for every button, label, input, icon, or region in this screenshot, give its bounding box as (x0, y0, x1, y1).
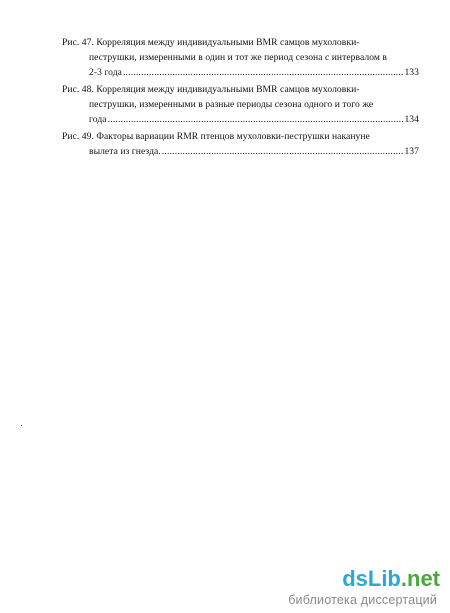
dot-leader (162, 146, 404, 158)
dot-leader (108, 114, 404, 126)
toc-entry-line: Рис. 49. Факторы вариации RMR птенцов мухоловки-пеструшки накануне (62, 131, 370, 142)
toc-entry-line-with-page (89, 67, 419, 79)
page-number: 133 (404, 67, 419, 78)
scan-speck (21, 425, 22, 426)
page-number: 134 (404, 114, 419, 125)
toc-entry-line: Рис. 48. Корреляция между индивидуальными BMR самцов мухоловки- (62, 84, 360, 95)
toc-entry-line: Рис. 47. Корреляция между индивидуальными BMR самцов мухоловки- (62, 37, 360, 48)
toc-entry-text: года (89, 114, 107, 125)
dot-leader (123, 67, 404, 79)
page-number: 137 (404, 146, 419, 157)
toc-entry-line: пеструшки, измеренными в один и тот же период сезона с интервалом в (89, 52, 388, 63)
toc-entry-line-with-page (89, 146, 419, 158)
toc-entry-text: 2-3 года (89, 67, 122, 78)
toc-entry-line-with-page (89, 114, 419, 126)
dslib-watermark[interactable] (288, 568, 440, 607)
watermark-tagline: библиотека диссертаций (288, 593, 438, 607)
toc-entry-text: вылета из гнезда. (89, 146, 161, 157)
dslib-logo: ds Lib . net (342, 566, 440, 591)
toc-entry-line: пеструшки, измеренными в разные периоды сезона одного и того же (89, 99, 374, 110)
